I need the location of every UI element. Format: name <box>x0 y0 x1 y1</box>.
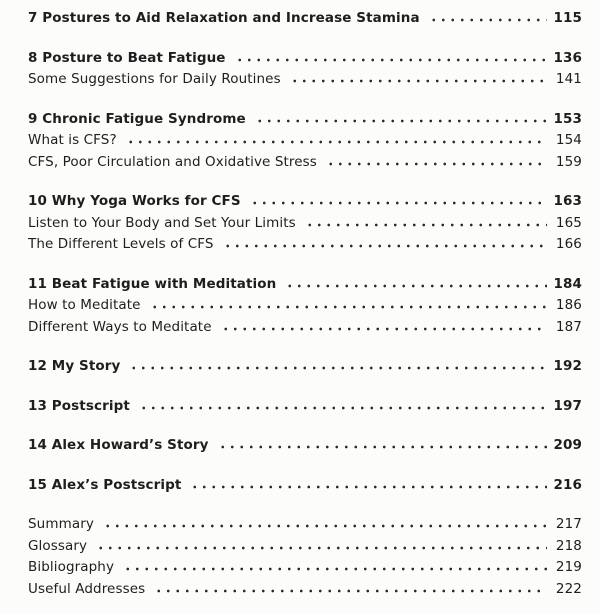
toc-group <box>28 356 582 378</box>
toc-section-row <box>28 295 582 317</box>
toc-group <box>28 8 582 30</box>
toc-section-row <box>28 69 582 91</box>
toc-entry-label: Bibliography <box>28 559 115 575</box>
dot-leader <box>250 194 547 205</box>
toc-chapter-row <box>28 356 582 378</box>
toc-group <box>28 435 582 457</box>
dot-leader <box>190 478 546 489</box>
toc-entry-label: Some Suggestions for Daily Routines <box>28 71 281 87</box>
toc-entry-page: 186 <box>555 297 582 313</box>
toc-entry-page: 165 <box>555 214 582 231</box>
toc-entry-page: 216 <box>553 476 582 493</box>
dot-leader <box>218 438 547 449</box>
toc-entry-page: 153 <box>553 110 582 127</box>
toc-group <box>28 109 582 174</box>
dot-leader <box>235 51 547 62</box>
toc-chapter-row <box>28 435 582 457</box>
toc-entry-label: 8 Posture to Beat Fatigue <box>28 49 226 66</box>
dot-leader <box>96 539 547 550</box>
toc-entry-page: 219 <box>555 559 582 575</box>
toc-entry-page: 222 <box>555 580 582 597</box>
toc-chapter-row <box>28 48 582 70</box>
toc-group <box>28 191 582 256</box>
toc-entry-page: 163 <box>553 193 582 209</box>
toc-entry-page: 141 <box>555 71 582 87</box>
toc-group <box>28 396 582 418</box>
dot-leader <box>103 517 547 528</box>
toc-entry-label: The Different Levels of CFS <box>28 236 214 252</box>
toc-chapter-row <box>28 274 582 296</box>
toc-entry-label: 11 Beat Fatigue with Meditation <box>28 275 277 292</box>
toc-entry-page: 184 <box>553 275 582 292</box>
toc-entry-label: 13 Postscript <box>28 397 130 414</box>
toc-chapter-row <box>28 109 582 131</box>
toc-entry-page: 159 <box>555 153 582 170</box>
toc-entry-label: 7 Postures to Aid Relaxation and Increase Stamina <box>28 10 420 26</box>
toc-list <box>28 8 582 600</box>
toc-group <box>28 274 582 339</box>
dot-leader <box>326 155 547 166</box>
toc-entry-label: 10 Why Yoga Works for CFS <box>28 193 241 209</box>
dot-leader <box>223 237 547 248</box>
toc-group <box>28 475 582 497</box>
toc-section-row <box>28 579 582 601</box>
toc-entry-label: 15 Alex’s Postscript <box>28 476 182 493</box>
dot-leader <box>139 399 547 410</box>
toc-entry-label: How to Meditate <box>28 297 141 313</box>
toc-entry-page: 209 <box>553 437 582 453</box>
toc-entry-label: 9 Chronic Fatigue Syndrome <box>28 110 246 127</box>
toc-section-row <box>28 317 582 339</box>
toc-chapter-row <box>28 475 582 497</box>
toc-section-row <box>28 514 582 536</box>
toc-entry-page: 197 <box>553 397 582 414</box>
toc-entry-label: 14 Alex Howard’s Story <box>28 437 209 453</box>
toc-entry-page: 136 <box>553 49 582 66</box>
toc-entry-label: What is CFS? <box>28 132 117 148</box>
dot-leader <box>255 112 547 123</box>
toc-entry-page: 192 <box>553 358 582 374</box>
dot-leader <box>429 11 547 22</box>
toc-entry-page: 154 <box>555 132 582 148</box>
toc-section-row <box>28 130 582 152</box>
dot-leader <box>129 359 546 370</box>
toc-section-row <box>28 152 582 174</box>
toc-entry-page: 217 <box>555 516 582 532</box>
dot-leader <box>154 582 547 593</box>
toc-section-row <box>28 557 582 579</box>
dot-leader <box>290 72 547 83</box>
toc-entry-page: 115 <box>553 10 582 26</box>
toc-entry-label: Different Ways to Meditate <box>28 318 212 335</box>
toc-entry-page: 187 <box>555 318 582 335</box>
dot-leader <box>150 298 547 309</box>
toc-entry-page: 218 <box>555 537 582 554</box>
dot-leader <box>305 216 547 227</box>
dot-leader <box>221 320 547 331</box>
toc-chapter-row <box>28 191 582 213</box>
toc-entry-label: Glossary <box>28 537 88 554</box>
toc-group <box>28 514 582 600</box>
toc-section-row <box>28 536 582 558</box>
toc-chapter-row <box>28 396 582 418</box>
dot-leader <box>285 277 546 288</box>
toc-chapter-row <box>28 8 582 30</box>
toc-entry-label: CFS, Poor Circulation and Oxidative Stress <box>28 153 317 170</box>
dot-leader <box>123 560 547 571</box>
toc-section-row <box>28 234 582 256</box>
toc-entry-label: Listen to Your Body and Set Your Limits <box>28 214 296 231</box>
toc-entry-label: 12 My Story <box>28 358 121 374</box>
toc-section-row <box>28 213 582 235</box>
dot-leader <box>126 133 547 144</box>
toc-entry-label: Summary <box>28 516 94 532</box>
toc-group <box>28 48 582 91</box>
toc-entry-page: 166 <box>555 236 582 252</box>
toc-entry-label: Useful Addresses <box>28 580 146 597</box>
